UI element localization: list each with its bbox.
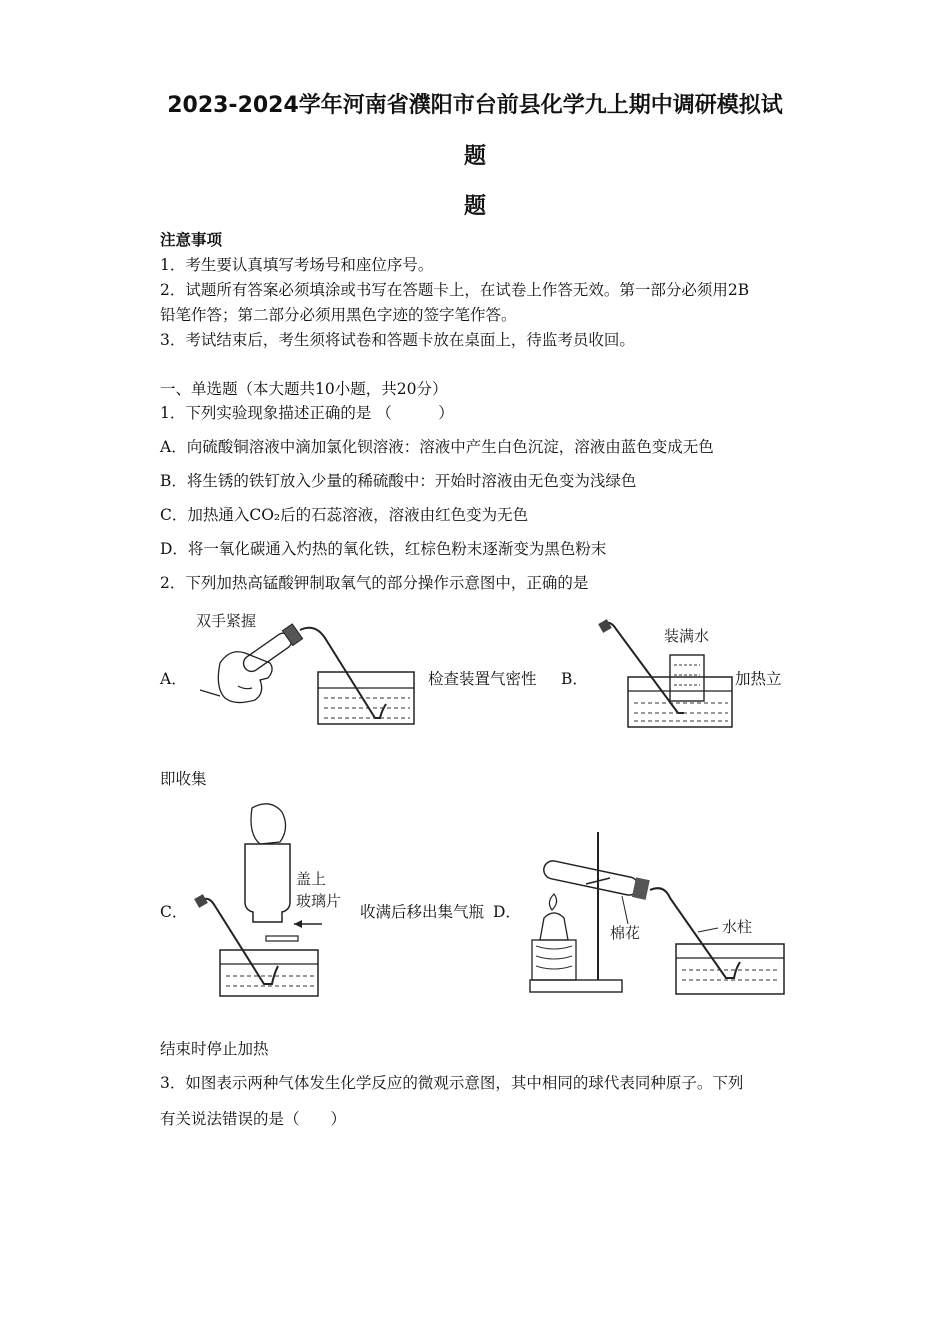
figure-c-label-glass: 玻璃片 (296, 892, 342, 910)
figure-c-label-cover: 盖上 (296, 870, 327, 888)
question-2-stem: 2．下列加热高锰酸钾制取氧气的部分操作示意图中，正确的是 (160, 574, 589, 592)
page-title-repeat: 题 (463, 194, 486, 219)
notice-heading: 注意事项 (160, 230, 223, 249)
question-1-option-d: D．将一氧化碳通入灼热的氧化铁，红棕色粉末逐渐变为黑色粉末 (160, 540, 607, 558)
notice-item: 3．考试结束后，考生须将试卷和答题卡放在桌面上，待监考员收回。 (160, 331, 635, 349)
question-2-option-d-description: 结束时停止加热 (160, 1040, 269, 1058)
question-2-option-a-label: A． (160, 670, 187, 688)
notice-item: 铅笔作答；第二部分必须用黑色字迹的签字笔作答。 (160, 306, 517, 324)
figure-b-water-collection (598, 617, 738, 729)
question-3-stem-continued: 有关说法错误的是（ ） (160, 1110, 347, 1128)
question-3-stem: 3．如图表示两种气体发生化学反应的微观示意图，其中相同的球代表同种原子。下列 (160, 1074, 744, 1092)
question-2-option-c-label: C． (160, 903, 188, 921)
question-1-option-b: B．将生锈的铁钉放入少量的稀硫酸中：开始时溶液由无色变为浅绿色 (160, 472, 637, 490)
question-1-option-a: A．向硫酸铜溶液中滴加氯化钡溶液：溶液中产生白色沉淀，溶液由蓝色变成无色 (160, 438, 714, 456)
figure-a-airtightness-check (190, 608, 420, 728)
question-2-option-b-description: 加热立 (735, 670, 782, 688)
notice-item: 1．考生要认真填写考场号和座位序号。 (160, 256, 434, 274)
question-1-stem: 1．下列实验现象描述正确的是 （ ） (160, 404, 454, 422)
figure-c-remove-gas-bottle (190, 798, 360, 998)
figure-d-label-water-column: 水柱 (722, 918, 753, 936)
question-2-option-b-label: B． (561, 670, 588, 688)
section-heading: 一、单选题（本大题共10小题，共20分） (160, 380, 448, 398)
question-2-option-c-description: 收满后移出集气瓶 (360, 903, 485, 921)
page-title-continued: 题 (463, 144, 486, 169)
figure-d-heating-apparatus (526, 828, 788, 998)
question-2-option-a-description: 检查装置气密性 (428, 670, 537, 688)
page-title: 2023-2024学年河南省濮阳市台前县化学九上期中调研模拟试 (167, 93, 783, 118)
notice-item: 2．试题所有答案必须填涂或书写在答题卡上，在试卷上作答无效。第一部分必须用2B (160, 281, 750, 299)
figure-a-label: 双手紧握 (196, 612, 257, 630)
question-2-option-b-description-continued: 即收集 (160, 770, 207, 788)
figure-b-label: 装满水 (664, 627, 710, 645)
question-2-option-d-label: D． (493, 903, 521, 921)
figure-d-label-cotton: 棉花 (610, 924, 641, 942)
question-1-option-c: C．加热通入CO₂后的石蕊溶液，溶液由红色变为无色 (160, 506, 529, 524)
